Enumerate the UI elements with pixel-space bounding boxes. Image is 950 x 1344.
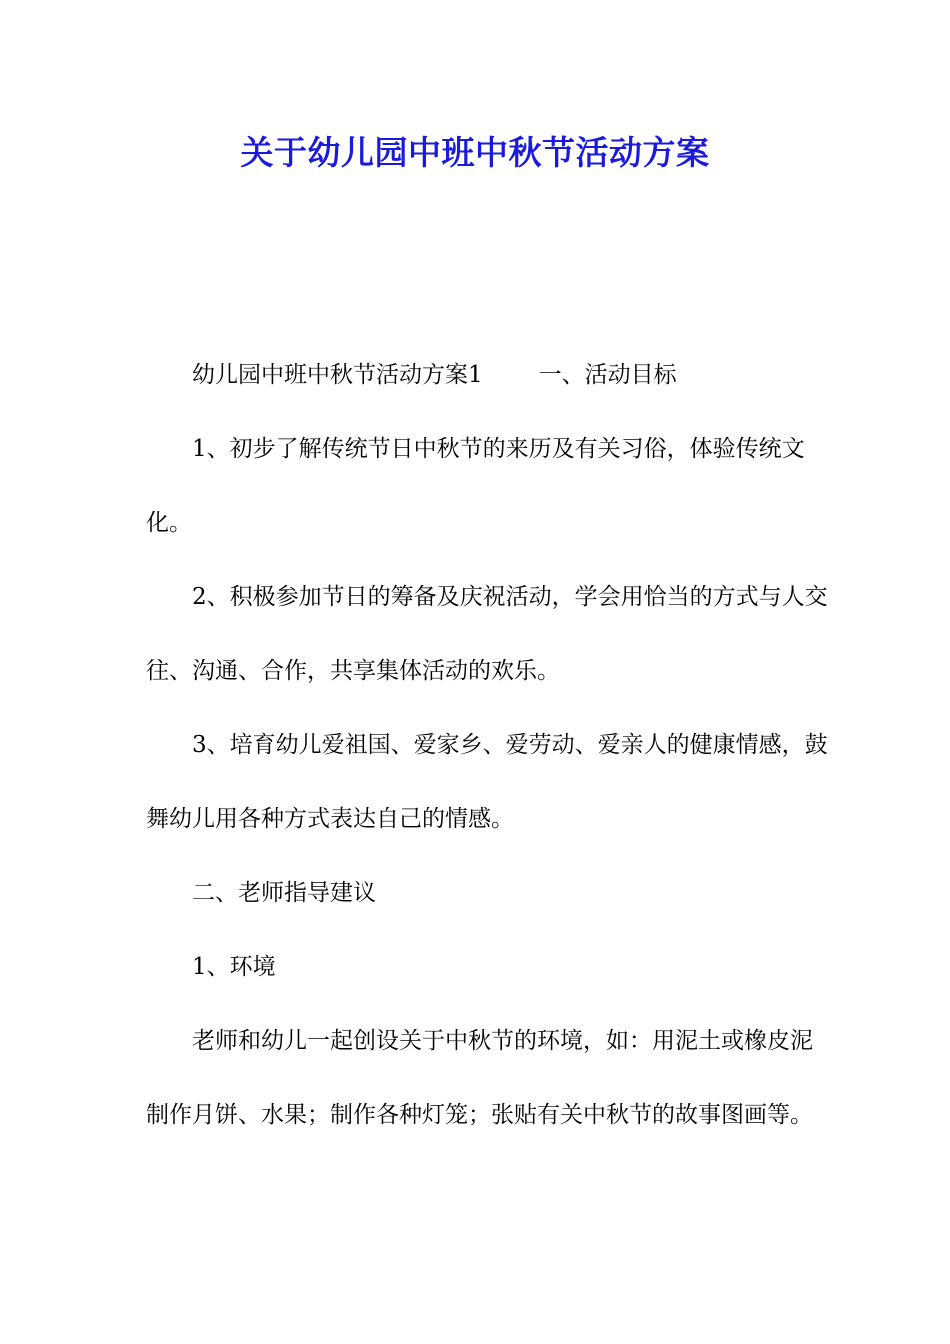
paragraph-goal-1: 1、初步了解传统节日中秋节的来历及有关习俗，体验传统文化。	[146, 436, 805, 536]
subheading-environment: 1、环境	[192, 954, 276, 980]
document-title: 关于幼儿园中班中秋节活动方案	[240, 133, 710, 172]
paragraph-environment: 老师和幼儿一起创设关于中秋节的环境，如：用泥土或橡皮泥制作月饼、水果；制作各种灯笼；张贴有关中秋节的故事图画等。	[146, 1028, 813, 1128]
section-heading-guidance: 二、老师指导建议	[192, 880, 376, 906]
section-heading-goals: 一、活动目标	[538, 362, 677, 388]
paragraph-goal-2: 2、积极参加节日的筹备及庆祝活动，学会用恰当的方式与人交往、沟通、合作，共享集体活动的欢乐。	[146, 584, 828, 684]
document-body	[146, 338, 834, 1152]
paragraph-goal-3: 3、培育幼儿爱祖国、爱家乡、爱劳动、爱亲人的健康情感，鼓舞幼儿用各种方式表达自己的情感。	[146, 732, 828, 832]
plan-title-text: 幼儿园中班中秋节活动方案1	[192, 362, 483, 388]
paragraph-plan-heading	[146, 338, 834, 412]
